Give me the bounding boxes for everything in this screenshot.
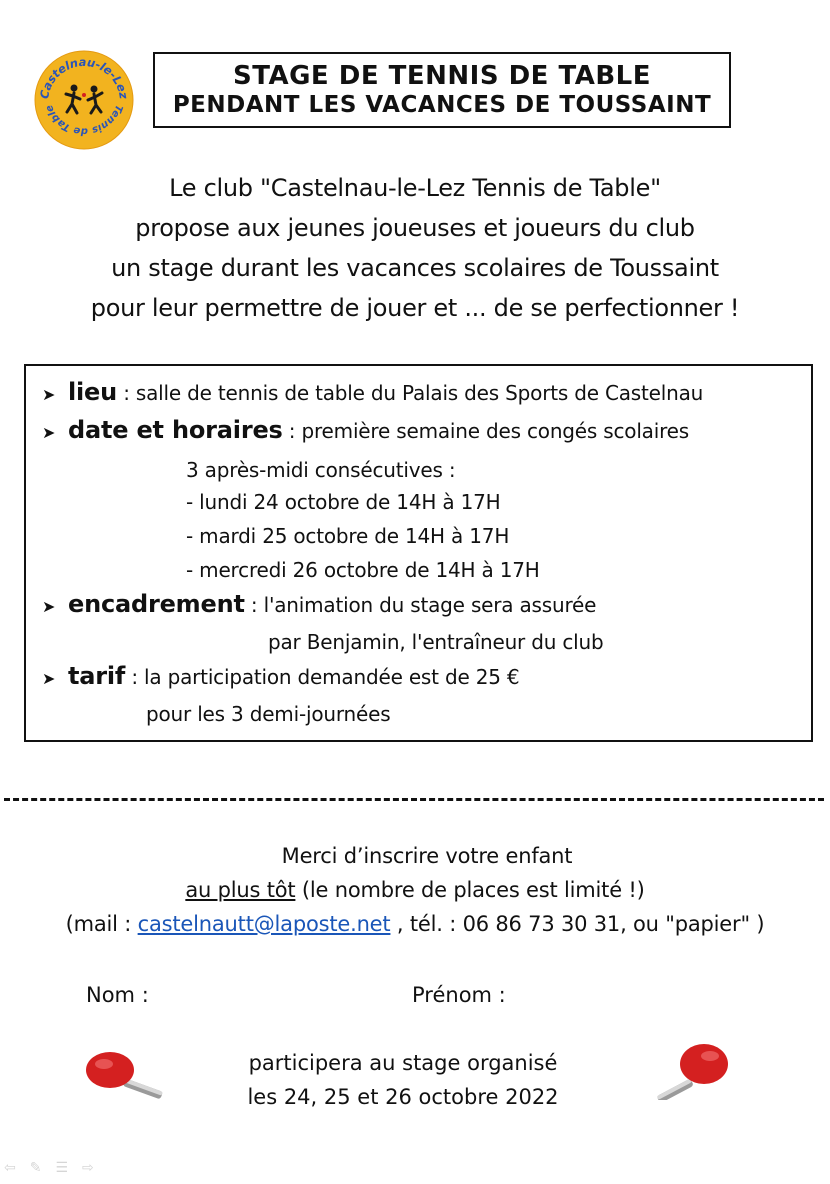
date-item: - mardi 25 octobre de 14H à 17H: [186, 524, 510, 548]
cut-line-separator: [4, 798, 824, 801]
arrowhead-bullet-icon: ➤: [42, 385, 56, 404]
page-title: STAGE DE TENNIS DE TABLE: [233, 60, 651, 91]
logo-text-bottom: Tennis de Table: [43, 103, 125, 137]
prenom-label: Prénom :: [412, 983, 506, 1007]
encadrement-continuation: par Benjamin, l'entraîneur du club: [268, 630, 604, 654]
detail-text: : première semaine des congés scolaires: [282, 419, 690, 443]
intro-paragraph: [0, 168, 830, 328]
arrow-right-icon[interactable]: ⇨: [82, 1160, 108, 1176]
registration-line-2: [0, 878, 830, 902]
final-line: les 24, 25 et 26 octobre 2022: [247, 1085, 559, 1109]
tarif-continuation: pour les 3 demi-journées: [146, 702, 391, 726]
detail-keyword: lieu: [68, 378, 118, 406]
slideshow-nav: [4, 1160, 108, 1176]
final-line: participera au stage organisé: [248, 1051, 558, 1075]
detail-text: : l'animation du stage sera assurée: [244, 593, 597, 617]
page-subtitle: PENDANT LES VACANCES DE TOUSSAINT: [172, 91, 712, 118]
club-logo: [34, 50, 134, 150]
logo-text-top: Castelnau-le-Lez: [37, 54, 131, 100]
registration-line-1: Merci d’inscrire votre enfant: [281, 844, 573, 868]
title-box: [153, 52, 731, 128]
detail-text: : salle de tennis de table du Palais des Sports de Castelnau: [117, 381, 704, 405]
dates-sub-intro: 3 après-midi consécutives :: [186, 458, 456, 482]
detail-keyword: date et horaires: [68, 416, 283, 444]
detail-lieu: [42, 378, 703, 406]
club-logo-graphic: [34, 50, 134, 150]
detail-tarif: [42, 662, 519, 690]
intro-line: propose aux jeunes joueuses et joueurs du club: [135, 214, 695, 242]
detail-encadrement: [42, 590, 596, 618]
date-item: - mercredi 26 octobre de 14H à 17H: [186, 558, 540, 582]
nom-label: Nom :: [86, 983, 149, 1007]
detail-dates: [42, 416, 689, 444]
detail-keyword: encadrement: [68, 590, 245, 618]
detail-keyword: tarif: [68, 662, 126, 690]
arrowhead-bullet-icon: ➤: [42, 669, 56, 688]
details-box: [24, 364, 813, 742]
registration-note: (le nombre de places est limité !): [295, 878, 645, 902]
detail-text: : la participation demandée est de 25 €: [125, 665, 520, 689]
arrowhead-bullet-icon: ➤: [42, 597, 56, 616]
email-link[interactable]: castelnautt@laposte.net: [137, 912, 391, 936]
intro-line: Le club "Castelnau-le-Lez Tennis de Table": [169, 174, 661, 202]
pen-icon[interactable]: ✎: [29, 1160, 56, 1176]
contact-suffix: , tél. : 06 86 73 30 31, ou "papier" ): [390, 912, 765, 936]
intro-line: pour leur permettre de jouer et ... de se perfectionner !: [90, 294, 740, 322]
final-statement: [0, 1046, 806, 1114]
registration-contact: [0, 912, 830, 936]
menu-icon[interactable]: ☰: [55, 1160, 83, 1176]
registration-emphasis: au plus tôt: [185, 878, 296, 902]
intro-line: un stage durant les vacances scolaires de Toussaint: [111, 254, 719, 282]
date-item: - lundi 24 octobre de 14H à 17H: [186, 490, 501, 514]
arrowhead-bullet-icon: ➤: [42, 423, 56, 442]
contact-prefix: (mail :: [65, 912, 138, 936]
arrow-left-icon[interactable]: ⇦: [4, 1160, 30, 1176]
